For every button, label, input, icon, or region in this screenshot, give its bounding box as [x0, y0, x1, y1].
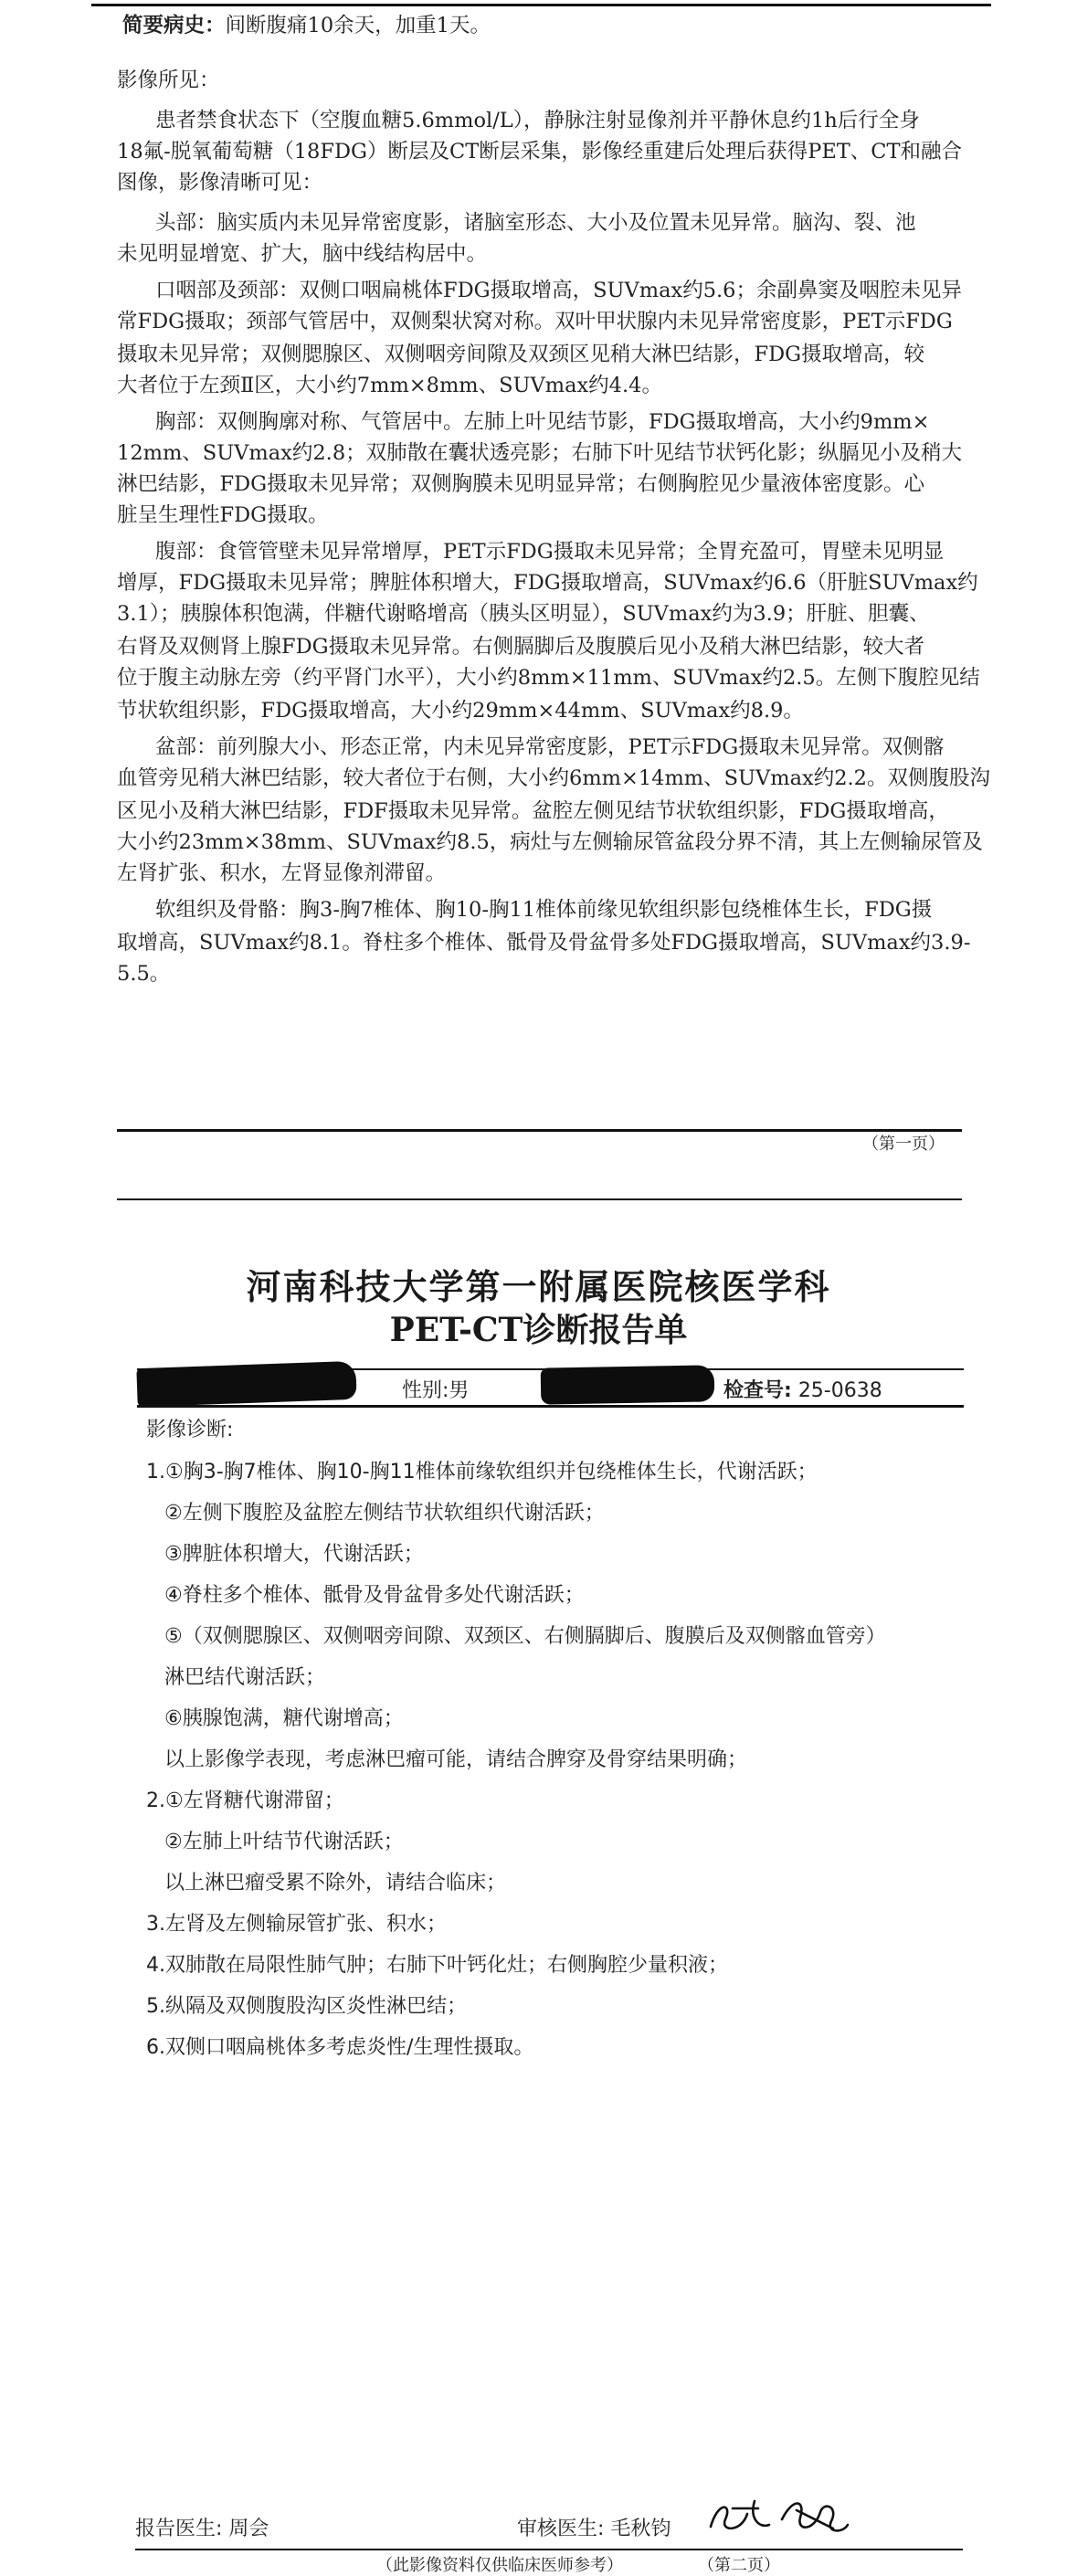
- findings-line: 患者禁食状态下（空腹血糖5.6mmol/L），静脉注射显像剂并平静休息约1h后行全身: [155, 109, 920, 132]
- findings-line: 头部：脑实质内未见异常密度影，诸脑室形态、大小及位置未见异常。脑沟、裂、池: [155, 211, 916, 235]
- sex-field: [402, 1375, 469, 1403]
- findings-line: 软组织及骨骼：胸3-胸7椎体、胸10-胸11椎体前缘见软组织影包绕椎体生长，FDG摄: [155, 898, 933, 922]
- diagnosis-line: ③脾脏体积增大，代谢活跃；: [164, 1543, 424, 1566]
- diagnosis-line: 以上淋巴瘤受累不除外，请结合临床；: [164, 1872, 507, 1895]
- report-doctor-field: [135, 2513, 269, 2541]
- patient-row-bottom-rule: [137, 1405, 964, 1408]
- report-doctor-name: 周会: [228, 2518, 269, 2540]
- findings-line: 左肾扩张、积水，左肾显像剂滞留。: [117, 861, 447, 885]
- findings-line: 常FDG摄取；颈部气管居中，双侧梨状窝对称。双叶甲状腺内未见异常密度影，PET示FDG: [117, 310, 953, 333]
- diagnosis-line: ②左肺上叶结节代谢活跃；: [164, 1831, 404, 1853]
- findings-line: 区见小及稍大淋巴结影，FDF摄取未见异常。盆腔左侧见结节状软组织影，FDG摄取增高，: [117, 799, 949, 823]
- review-doctor-field: [517, 2513, 670, 2541]
- page1-number: （第一页）: [862, 1135, 945, 1154]
- history-label: 简要病史：: [122, 14, 226, 37]
- findings-line: 取增高，SUVmax约8.1。脊柱多个椎体、骶骨及骨盆骨多处FDG摄取增高，SUVmax约3.9-: [117, 931, 971, 955]
- diagnosis-line: 3.左肾及左侧输尿管扩张、积水；: [146, 1913, 447, 1936]
- findings-line: 盆部：前列腺大小、形态正常，内未见异常密度影，PET示FDG摄取未见异常。双侧髂: [155, 735, 945, 759]
- diagnosis-heading: 影像诊断:: [146, 1419, 234, 1441]
- diagnosis-line: 6.双侧口咽扁桃体多考虑炎性/生理性摄取。: [146, 2036, 534, 2059]
- findings-line: 脏呈生理性FDG摄取。: [117, 503, 329, 527]
- page1-bottom-rule: [117, 1129, 962, 1132]
- history-row: [122, 9, 491, 38]
- review-doctor-label: 审核医生:: [517, 2518, 605, 2540]
- findings-line: 右肾及双侧肾上腺FDG摄取未见异常。右侧膈脚后及腹膜后见小及稍大淋巴结影，较大者: [117, 635, 925, 659]
- exam-field: [723, 1375, 882, 1403]
- page1-top-rule: [91, 4, 991, 6]
- diagnosis-line: 2.①左肾糖代谢滞留；: [146, 1789, 344, 1812]
- signature-image: [705, 2492, 851, 2547]
- diagnosis-line: 5.纵隔及双侧腹股沟区炎性淋巴结；: [146, 1995, 467, 2018]
- findings-line: 胸部：双侧胸廓对称、气管居中。左肺上叶见结节影，FDG摄取增高，大小约9mm×: [155, 410, 930, 434]
- findings-line: 3.1）；胰腺体积饱满，伴糖代谢略增高（胰头区明显），SUVmax约为3.9；肝脏、胆囊、: [117, 602, 930, 626]
- findings-line: 12mm、SUVmax约2.8；双肺散在囊状透亮影；右肺下叶见结节状钙化影；纵膈见小及稍大: [117, 441, 963, 465]
- exam-label: 检查号:: [723, 1379, 792, 1402]
- report-title: PET-CT诊断报告单: [389, 1311, 688, 1349]
- findings-line: 血管旁见稍大淋巴结影，较大者位于右侧，大小约6mm×14mm、SUVmax约2.2。双侧腹股沟: [117, 766, 990, 790]
- name-redaction: [136, 1361, 356, 1407]
- diagnosis-line: 以上影像学表现，考虑淋巴瘤可能，请结合脾穿及骨穿结果明确；: [164, 1748, 748, 1771]
- diagnosis-line: 4.双肺散在局限性肺气肿；右肺下叶钙化灶；右侧胸腔少量积液；: [146, 1954, 728, 1977]
- age-redaction: [541, 1365, 715, 1404]
- page2-bottom-rule: [135, 2549, 963, 2550]
- report-doctor-label: 报告医生:: [135, 2518, 223, 2540]
- findings-line: 淋巴结影，FDG摄取未见异常；双侧胸膜未见明显异常；右侧胸腔见少量液体密度影。心: [117, 472, 925, 496]
- footer-note: （此影像资料仅供临床医师参考）: [376, 2556, 623, 2575]
- diagnosis-line: ⑥胰腺饱满，糖代谢增高；: [164, 1707, 404, 1730]
- findings-line: 图像，影像清晰可见：: [117, 171, 323, 195]
- findings-line: 位于腹主动脉左旁（约平肾门水平），大小约8mm×11mm、SUVmax约2.5。左侧下腹腔见结: [117, 666, 980, 690]
- sex-label: 性别:: [402, 1379, 449, 1402]
- findings-line: 节状软组织影，FDG摄取增高，大小约29mm×44mm、SUVmax约8.9。: [117, 699, 804, 723]
- findings-line: 摄取未见异常；双侧腮腺区、双侧咽旁间隙及双颈区见稍大淋巴结影，FDG摄取增高，较: [117, 343, 925, 366]
- findings-line: 口咽部及颈部：双侧口咽扁桃体FDG摄取增高，SUVmax约5.6；余副鼻窦及咽腔未见异: [155, 279, 962, 302]
- diagnosis-line: ②左侧下腹腔及盆腔左侧结节状软组织代谢活跃；: [164, 1502, 605, 1525]
- sex-value: 男: [449, 1379, 470, 1402]
- history-text: 间断腹痛10余天，加重1天。: [225, 14, 491, 37]
- findings-line: 腹部：食管管壁未见异常增厚，PET示FDG摄取未见异常；全胃充盈可，胃壁未见明显: [155, 540, 945, 564]
- findings-line: 18氟-脱氧葡萄糖（18FDG）断层及CT断层采集，影像经重建后处理后获得PET、CT和融合: [117, 140, 963, 164]
- diagnosis-line: ④脊柱多个椎体、骶骨及骨盆骨多处代谢活跃；: [164, 1584, 585, 1607]
- findings-line: 大小约23mm×38mm、SUVmax约8.5，病灶与左侧输尿管盆段分界不清，其上左侧输尿管及: [117, 830, 983, 854]
- page2-number: （第二页）: [698, 2556, 780, 2575]
- exam-value: 25-0638: [797, 1379, 882, 1402]
- review-doctor-name: 毛秋钧: [610, 2518, 671, 2540]
- page2-top-rule: [117, 1198, 962, 1200]
- hospital-name: 河南科技大学第一附属医院核医学科: [246, 1266, 831, 1307]
- findings-heading: 影像所见：: [117, 69, 220, 92]
- diagnosis-line: 淋巴结代谢活跃；: [164, 1666, 326, 1689]
- diagnosis-line: 1.①胸3-胸7椎体、胸10-胸11椎体前缘软组织并包绕椎体生长，代谢活跃；: [146, 1461, 818, 1483]
- findings-line: 5.5。: [117, 962, 171, 986]
- findings-line: 未见明显增宽、扩大，脑中线结构居中。: [117, 242, 488, 266]
- findings-line: 大者位于左颈Ⅱ区，大小约7mm×8mm、SUVmax约4.4。: [117, 374, 662, 397]
- findings-line: 增厚，FDG摄取未见异常；脾脏体积增大，FDG摄取增高，SUVmax约6.6（肝脏SUVmax约: [117, 571, 978, 595]
- diagnosis-line: ⑤（双侧腮腺区、双侧咽旁间隙、双颈区、右侧膈脚后、腹膜后及双侧髂血管旁）: [164, 1625, 886, 1648]
